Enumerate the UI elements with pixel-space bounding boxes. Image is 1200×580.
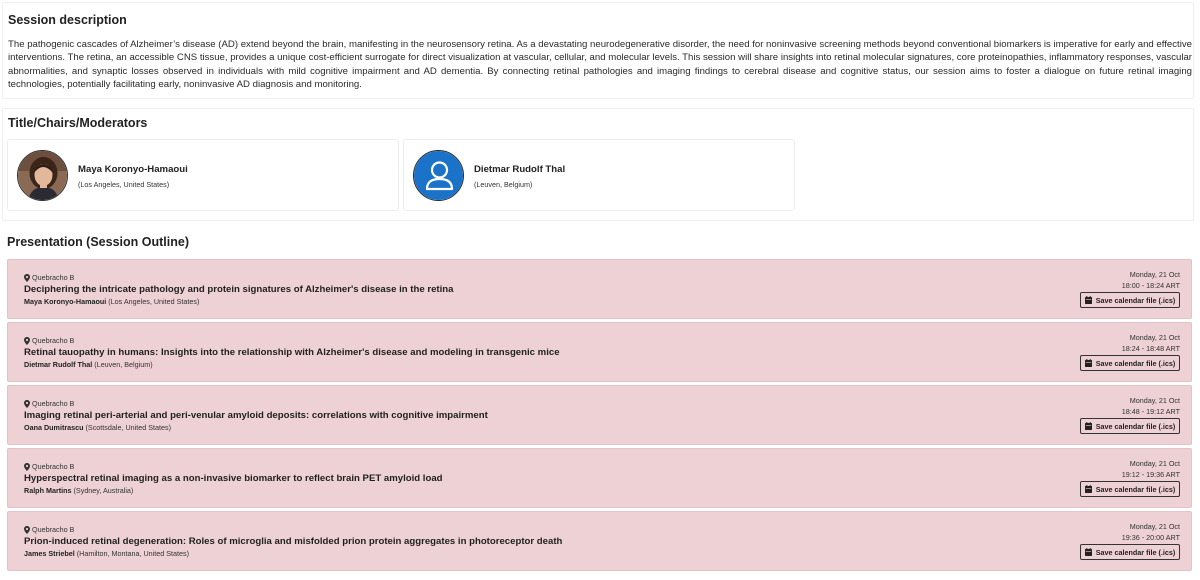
talk-title: Deciphering the intricate pathology and protein signatures of Alzheimer's disease in the retina	[24, 284, 454, 295]
talk-speaker-name: Ralph Martins	[24, 486, 72, 495]
talk-title: Hyperspectral retinal imaging as a non-invasive biomarker to reflect brain PET amyloid load	[24, 473, 443, 484]
talk-title: Retinal tauopathy in humans: Insights into the relationship with Alzheimer's disease and modeling in transgenic mice	[24, 347, 560, 358]
talk-row	[7, 448, 1192, 508]
calendar-icon	[1085, 485, 1092, 493]
talk-date: Monday, 21 Oct	[1129, 396, 1180, 405]
map-pin-icon	[24, 400, 30, 408]
calendar-icon	[1085, 296, 1092, 304]
talk-time: 19:36 - 20:00 ART	[1121, 533, 1180, 542]
talk-row	[7, 259, 1192, 319]
avatar	[413, 150, 464, 201]
chairs-section	[2, 108, 1194, 221]
talk-time: 18:48 - 19:12 ART	[1121, 407, 1180, 416]
talk-room	[24, 336, 74, 345]
chair-card[interactable]	[7, 139, 399, 211]
presentation-heading: Presentation (Session Outline)	[7, 235, 189, 249]
talk-room	[24, 462, 74, 471]
talk-date: Monday, 21 Oct	[1129, 333, 1180, 342]
talk-time: 19:12 - 19:36 ART	[1121, 470, 1180, 479]
talk-time: 18:00 - 18:24 ART	[1121, 281, 1180, 290]
calendar-icon	[1085, 422, 1092, 430]
save-calendar-label: Save calendar file (.ics)	[1095, 421, 1176, 431]
save-calendar-button[interactable]	[1080, 418, 1180, 434]
map-pin-icon	[24, 337, 30, 345]
talk-speaker	[24, 423, 171, 432]
talk-row	[7, 322, 1192, 382]
talk-speaker-name: Maya Koronyo-Hamaoui	[24, 297, 107, 306]
talk-speaker-name: Dietmar Rudolf Thal	[24, 360, 93, 369]
chair-card[interactable]	[403, 139, 795, 211]
save-calendar-button[interactable]	[1080, 355, 1180, 371]
save-calendar-label: Save calendar file (.ics)	[1095, 484, 1176, 494]
chairs-heading: Title/Chairs/Moderators	[8, 116, 148, 130]
talk-date: Monday, 21 Oct	[1129, 270, 1180, 279]
chair-name: Dietmar Rudolf Thal	[474, 164, 566, 175]
save-calendar-button[interactable]	[1080, 481, 1180, 497]
save-calendar-button[interactable]	[1080, 544, 1180, 560]
save-calendar-label: Save calendar file (.ics)	[1095, 358, 1176, 368]
default-user-icon	[414, 151, 464, 201]
talk-room	[24, 273, 74, 282]
talk-room-label: Quebracho B	[32, 525, 75, 534]
talk-room	[24, 525, 74, 534]
save-calendar-label: Save calendar file (.ics)	[1095, 547, 1176, 557]
chair-location: (Los Angeles, United States)	[78, 180, 170, 189]
talk-room-label: Quebracho B	[32, 399, 75, 408]
talk-room-label: Quebracho B	[32, 336, 75, 345]
talk-speaker	[24, 486, 133, 495]
session-description-text: The pathogenic cascades of Alzheimer’s disease (AD) extend beyond the brain, manifesting in the neurosensory retina. As a devastating neurodegenerative disorder, the need for noninvasive screening methods beyond conventional biomarkers is imperative for early and effective interventions. The retina, an accessible CNS tissue, provides a unique cost-efficient surrogate for direct visualization at vascular, cellular, and molecular levels. This session will share insights into retinal molecular signatures, core proteinopathies, inflammatory responses, vascular abnormalities, and synaptic losses observed in individuals with mild cognitive impairment and AD dementia. By connecting retinal pathologies and imaging findings to cerebral disease and cognitive status, our session aims to foster a dialogue on future retinal imaging technologies, potentially facilitating early, noninvasive AD diagnosis and monitoring.	[8, 39, 1192, 91]
talk-room-label: Quebracho B	[32, 462, 75, 471]
talk-date: Monday, 21 Oct	[1129, 522, 1180, 531]
talk-room-label: Quebracho B	[32, 273, 75, 282]
talk-speaker-location: (Scottsdale, United States)	[85, 423, 172, 432]
talk-speaker	[24, 360, 153, 369]
talk-room	[24, 399, 74, 408]
session-description-heading: Session description	[8, 13, 127, 27]
talk-speaker-name: James Striebel	[24, 549, 75, 558]
talk-row	[7, 385, 1192, 445]
talk-speaker	[24, 297, 199, 306]
map-pin-icon	[24, 526, 30, 534]
chair-name: Maya Koronyo-Hamaoui	[78, 164, 188, 175]
presentation-section	[2, 229, 1194, 580]
person-photo-icon	[18, 151, 68, 201]
talk-speaker-location: (Sydney, Australia)	[73, 486, 134, 495]
map-pin-icon	[24, 463, 30, 471]
calendar-icon	[1085, 548, 1092, 556]
talk-title: Imaging retinal peri-arterial and peri-venular amyloid deposits: correlations with cognitive impairment	[24, 410, 488, 421]
avatar	[17, 150, 68, 201]
talk-row	[7, 511, 1192, 571]
talk-speaker-location: (Los Angeles, United States)	[108, 297, 200, 306]
talk-date: Monday, 21 Oct	[1129, 459, 1180, 468]
talk-speaker	[24, 549, 189, 558]
calendar-icon	[1085, 359, 1092, 367]
save-calendar-button[interactable]	[1080, 292, 1180, 308]
save-calendar-label: Save calendar file (.ics)	[1095, 295, 1176, 305]
talk-title: Prion-induced retinal degeneration: Roles of microglia and misfolded prion protein aggregates in photoreceptor death	[24, 536, 563, 547]
talk-time: 18:24 - 18:48 ART	[1121, 344, 1180, 353]
talk-speaker-name: Oana Dumitrascu	[24, 423, 84, 432]
map-pin-icon	[24, 274, 30, 282]
talk-speaker-location: (Hamilton, Montana, United States)	[76, 549, 190, 558]
chair-location: (Leuven, Belgium)	[474, 180, 533, 189]
session-description-section	[2, 2, 1194, 99]
talk-speaker-location: (Leuven, Belgium)	[94, 360, 153, 369]
